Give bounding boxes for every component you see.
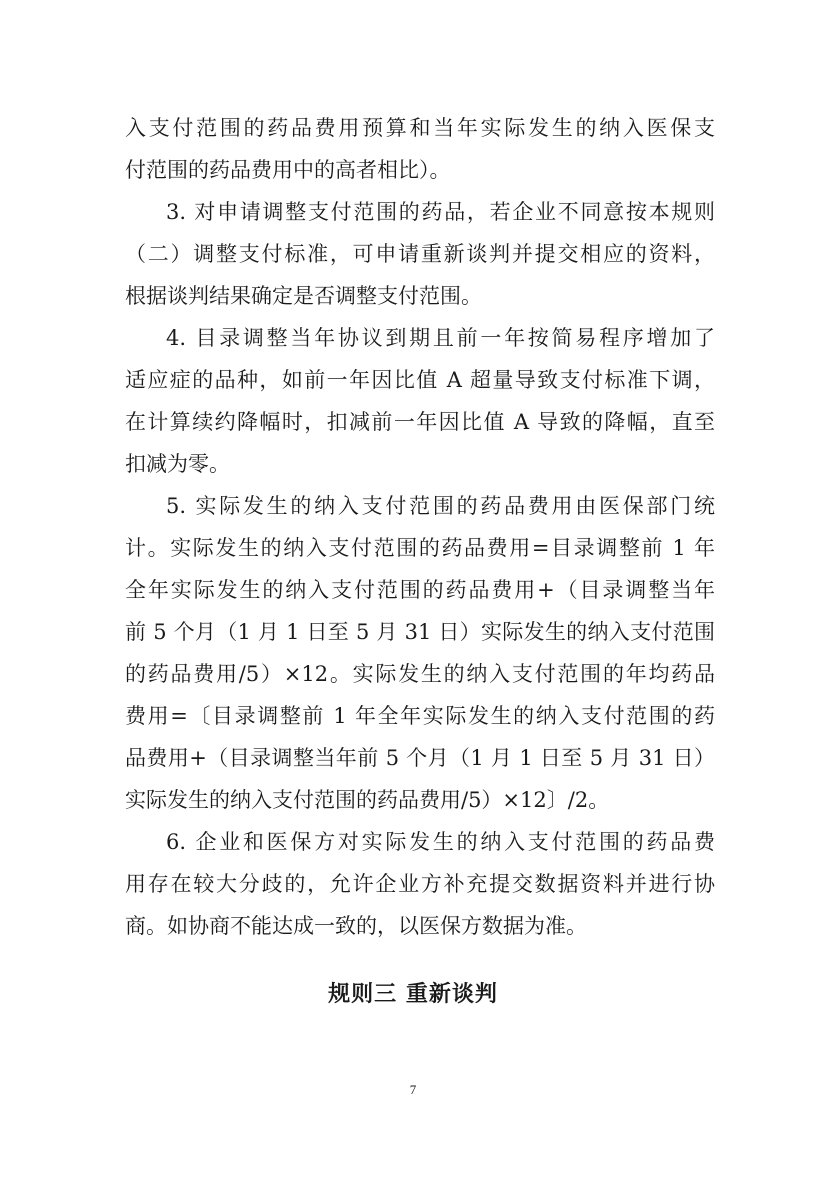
body-text-line: 全年实际发生的纳入支付范围的药品费用+（目录调整当年 xyxy=(125,578,715,602)
body-text-line: 费用=〔目录调整前 1 年全年实际发生的纳入支付范围的药 xyxy=(125,704,715,728)
body-text-line: 扣减为零。 xyxy=(125,452,230,476)
body-text-line: 入支付范围的药品费用预算和当年实际发生的纳入医保支 xyxy=(125,116,715,140)
body-text-line: 适应症的品种，如前一年因比值 A 超量导致支付标准下调， xyxy=(125,368,715,392)
paragraph-4-line: 4. 目录调整当年协议到期且前一年按简易程序增加了 xyxy=(166,326,715,350)
body-text-line: 计。实际发生的纳入支付范围的药品费用=目录调整前 1 年 xyxy=(125,536,715,560)
body-text-line: 付范围的药品费用中的高者相比）。 xyxy=(125,158,451,182)
paragraph-3-line: 3. 对申请调整支付范围的药品，若企业不同意按本规则 xyxy=(166,200,715,224)
body-text-line: （二）调整支付标准，可申请重新谈判并提交相应的资料， xyxy=(125,242,715,266)
body-text-line: 的药品费用/5）×12。实际发生的纳入支付范围的年均药品 xyxy=(125,662,715,686)
body-text-line: 根据谈判结果确定是否调整支付范围。 xyxy=(125,284,482,308)
section-heading: 规则三 重新谈判 xyxy=(328,982,498,1007)
body-text-line: 实际发生的纳入支付范围的药品费用/5）×12〕/2。 xyxy=(125,788,610,812)
body-text-line: 用存在较大分歧的，允许企业方补充提交数据资料并进行协 xyxy=(125,872,715,896)
page-number: 7 xyxy=(409,1082,417,1097)
body-text-line: 品费用+（目录调整当年前 5 个月（1 月 1 日至 5 月 31 日） xyxy=(125,746,715,770)
paragraph-5-line: 5. 实际发生的纳入支付范围的药品费用由医保部门统 xyxy=(166,494,715,518)
body-text-line: 商。如协商不能达成一致的，以医保方数据为准。 xyxy=(125,914,587,938)
body-text-line: 在计算续约降幅时，扣减前一年因比值 A 导致的降幅，直至 xyxy=(125,410,715,434)
paragraph-6-line: 6. 企业和医保方对实际发生的纳入支付范围的药品费 xyxy=(166,830,715,854)
body-text-line: 前 5 个月（1 月 1 日至 5 月 31 日）实际发生的纳入支付范围 xyxy=(125,620,715,644)
